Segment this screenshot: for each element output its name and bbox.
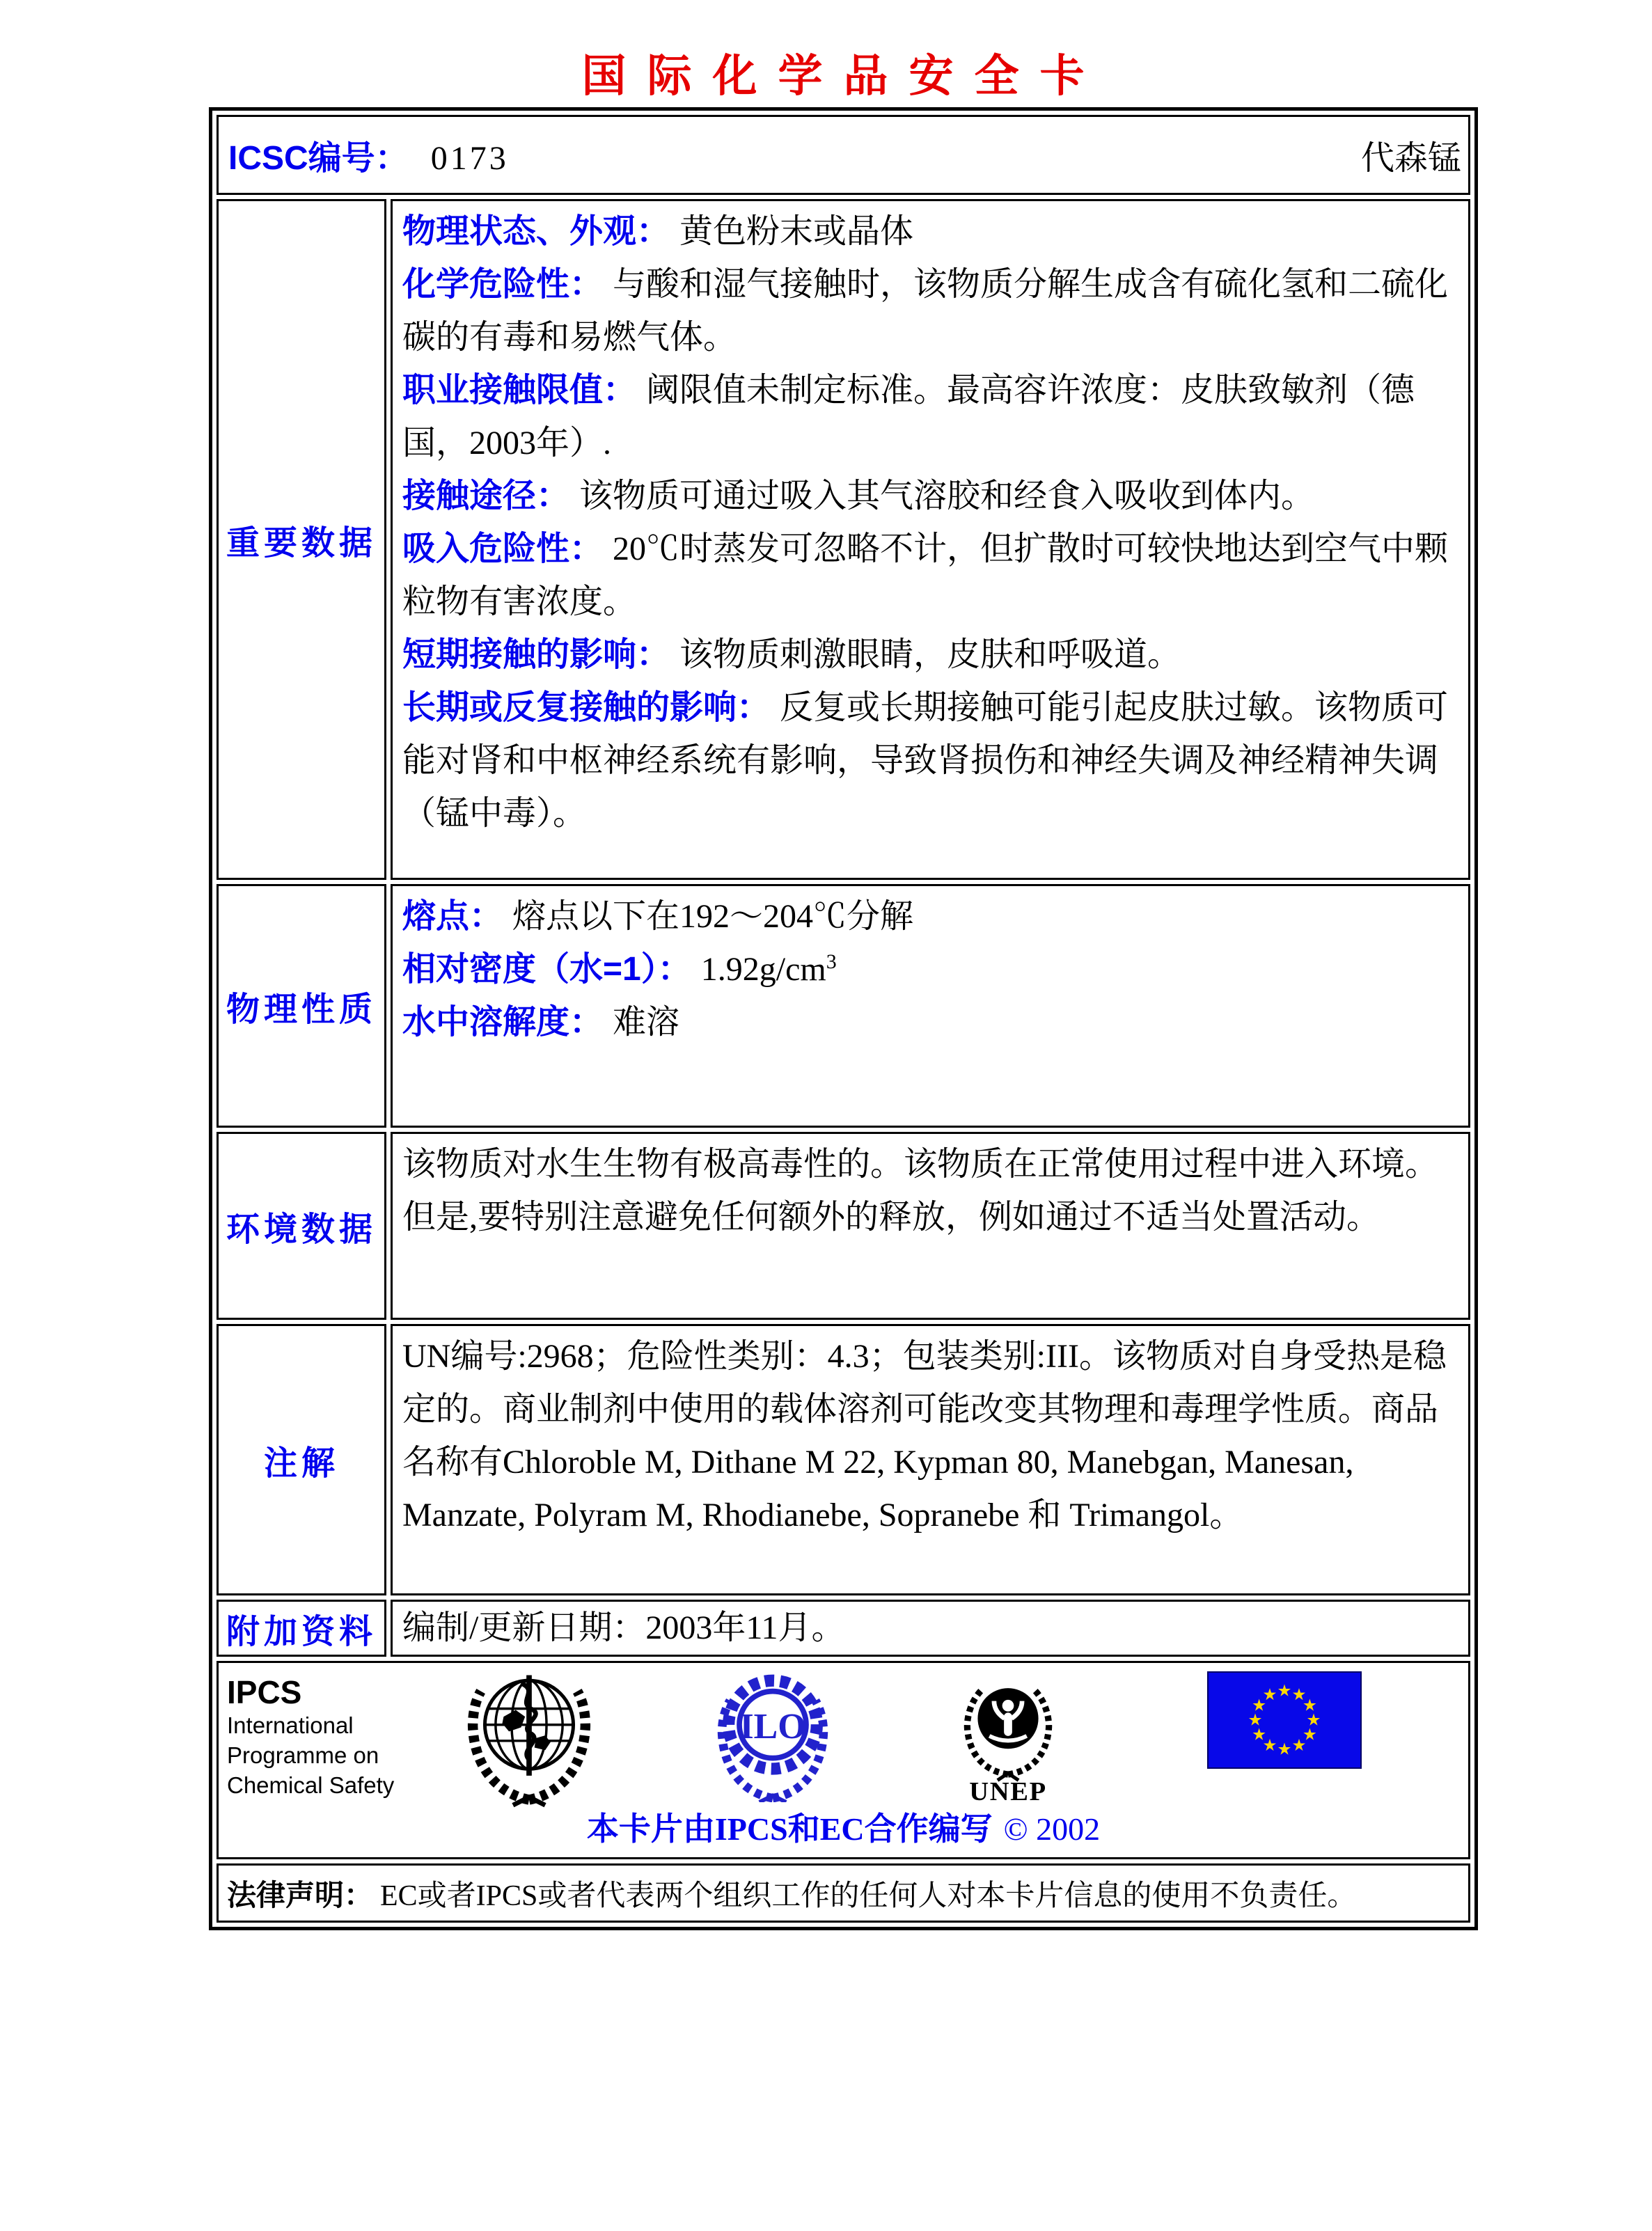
notes-label: 注解 — [217, 1324, 386, 1595]
copyright-text: © 2002 — [1003, 1811, 1101, 1847]
ipcs-text-block: IPCS International Programme on Chemical Safety — [227, 1674, 395, 1798]
important-item: 化学危险性： 与酸和湿气接触时，该物质分解生成含有硫化氢和二硫化碳的有毒和易燃气体。 — [402, 266, 1449, 356]
important-item: 物理状态、外观： 黄色粉末或晶体 — [402, 213, 914, 250]
legal-row — [217, 1863, 1470, 1923]
environmental-data-row — [217, 1132, 1470, 1320]
important-item: 职业接触限值： 阈限值未制定标准。最高容许浓度：皮肤致敏剂（德国，2003年）. — [402, 372, 1415, 462]
ilo-monogram: ILO — [739, 1706, 806, 1747]
icsc-number-value: 0173 — [430, 140, 509, 177]
environmental-data-content: 该物质对水生生物有极高毒性的。该物质在正常使用过程中进入环境。但是,要特别注意避免任何额外的释放，例如通过不适当处置活动。 — [391, 1132, 1470, 1320]
notes-content: UN编号:2968；危险性类别：4.3；包装类别:III。该物质对自身受热是稳定的。商业制剂中使用的载体溶剂可能改变其物理和毒理学性质。商品名称有Chloroble M, Dithane M 22, Kypman 80, Manebgan, Manesan, Manzate, Polyram M, Rhodianebe, Sopranebe 和 Trimangol。 — [391, 1324, 1470, 1595]
page-title: 国际化学品安全卡 — [581, 52, 1106, 101]
notes-row — [217, 1324, 1470, 1595]
environmental-data-label: 环境数据 — [217, 1132, 386, 1320]
important-item: 接触途径： 该物质可通过吸入其气溶胶和经食入吸收到体内。 — [402, 478, 1315, 514]
eu-flag-icon — [1207, 1671, 1362, 1769]
icsc-number-label: ICSC编号： — [228, 140, 409, 177]
header-row — [217, 115, 1470, 195]
density-superscript: 3 — [826, 950, 837, 973]
important-data-label: 重要数据 — [217, 199, 386, 880]
important-data-row — [217, 199, 1470, 880]
important-data-content — [391, 199, 1470, 880]
legal-notice-text: EC或者IPCS或者代表两个组织工作的任何人对本卡片信息的使用不负责任。 — [380, 1879, 1357, 1912]
substance-name: 代森锰 — [1360, 140, 1461, 177]
additional-info-row — [217, 1600, 1470, 1657]
physical-item: 相对密度（水=1）： $1.92g/cm^3$ — [402, 950, 837, 988]
important-item: 吸入危险性： 20℃时蒸发可忽略不计，但扩散时可较快地达到空气中颗粒物有害浓度。 — [402, 530, 1449, 620]
physical-item: 水中溶解度： 难溶 — [402, 1004, 680, 1041]
legal-notice-label: 法律声明： — [227, 1878, 374, 1911]
who-logo-icon — [455, 1666, 603, 1809]
ilo-logo-icon — [706, 1669, 840, 1802]
additional-info-label: 附加资料 — [217, 1600, 386, 1657]
additional-info-content: 编制/更新日期：2003年11月。 — [391, 1600, 1470, 1657]
icsc-number-group — [228, 131, 509, 179]
physical-properties-content — [391, 884, 1470, 1128]
important-item: 长期或反复接触的影响： 反复或长期接触可能引起皮肤过敏。该物质可能对肾和中枢神经系统有影响，导致肾损伤和神经失调及神经精神失调（锰中毒）。 — [402, 689, 1449, 832]
unep-logo-icon — [950, 1667, 1067, 1804]
logos-row — [217, 1661, 1470, 1859]
physical-properties-label: 物理性质 — [217, 884, 386, 1128]
physical-item: 熔点： 熔点以下在192～204℃分解 — [402, 898, 914, 935]
physical-properties-row — [217, 884, 1470, 1128]
cooperation-caption: 本卡片由IPCS和EC合作编写 © 2002 — [586, 1811, 1101, 1847]
icsc-card-table — [209, 107, 1478, 1930]
important-item: 短期接触的影响： 该物质刺激眼睛，皮肤和呼吸道。 — [402, 636, 1181, 673]
unep-label: UNEP — [969, 1776, 1047, 1804]
ipcs-acronym: IPCS — [227, 1674, 302, 1710]
